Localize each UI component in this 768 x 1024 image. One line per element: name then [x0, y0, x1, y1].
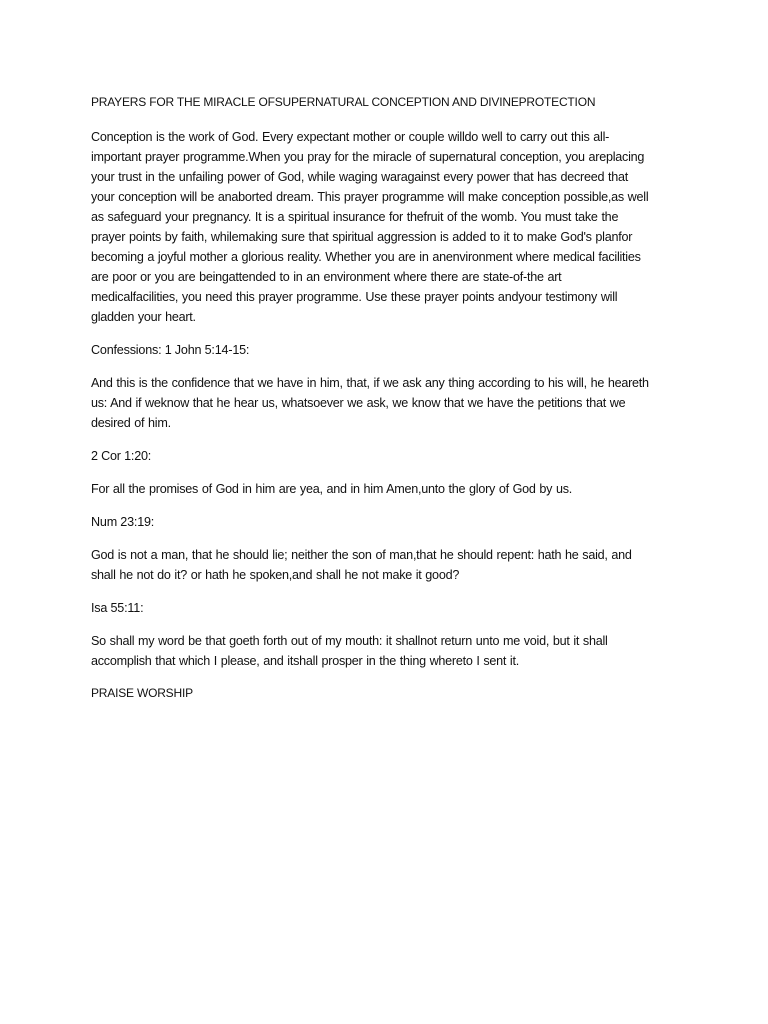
- cor-verse: [91, 479, 688, 499]
- num-reference: Num 23:19:: [91, 515, 155, 529]
- intro-line: gladden your heart.: [91, 310, 196, 324]
- intro-line: important prayer programme.When you pray for the miracle of supernatural conception, you areplacing: [91, 150, 645, 164]
- intro-line: medicalfacilities, you need this prayer programme. Use these prayer points andyour testimony will: [91, 290, 618, 304]
- verse-line: So shall my word be that goeth forth out of my mouth: it shallnot return unto me void, but it shall: [91, 634, 608, 648]
- isa-verse: [91, 631, 688, 671]
- intro-line: your conception will be anaborted dream. This prayer programme will make conception possible,as well: [91, 190, 649, 204]
- verse-line: And this is the confidence that we have in him, that, if we ask any thing according to his will, he heareth: [91, 376, 649, 390]
- intro-line: your trust in the unfailing power of God, while waging waragainst every power that has decreed that: [91, 170, 628, 184]
- verse-line: us: And if weknow that he hear us, whatsoever we ask, we know that we have the petitions that we: [91, 396, 626, 410]
- document-title: PRAYERS FOR THE MIRACLE OFSUPERNATURAL CONCEPTION AND DIVINEPROTECTION: [91, 95, 596, 109]
- intro-line: becoming a joyful mother a glorious reality. Whether you are in anenvironment where medical facilities: [91, 250, 641, 264]
- num-verse: [91, 545, 688, 585]
- praise-worship-heading: PRAISE WORSHIP: [91, 686, 193, 700]
- intro-line: are poor or you are beingattended to in an environment where there are state-of-the art: [91, 270, 562, 284]
- isa-reference: Isa 55:11:: [91, 601, 144, 615]
- intro-line: prayer points by faith, whilemaking sure that spiritual aggression is added to it to make God's planfor: [91, 230, 633, 244]
- verse-line: shall he not do it? or hath he spoken,and shall he not make it good?: [91, 568, 460, 582]
- verse-line: For all the promises of God in him are yea, and in him Amen,unto the glory of God by us.: [91, 482, 573, 496]
- intro-paragraph: [91, 127, 688, 327]
- verse-line: accomplish that which I please, and itshall prosper in the thing whereto I sent it.: [91, 654, 519, 668]
- confessions-reference: Confessions: 1 John 5:14-15:: [91, 343, 250, 357]
- intro-line: as safeguard your pregnancy. It is a spiritual insurance for thefruit of the womb. You must take the: [91, 210, 619, 224]
- cor-reference: 2 Cor 1:20:: [91, 449, 152, 463]
- intro-line: Conception is the work of God. Every expectant mother or couple willdo well to carry out this all-: [91, 130, 610, 144]
- verse-line: God is not a man, that he should lie; neither the son of man,that he should repent: hath he said, and: [91, 548, 632, 562]
- verse-line: desired of him.: [91, 416, 171, 430]
- confessions-verse: [91, 373, 688, 433]
